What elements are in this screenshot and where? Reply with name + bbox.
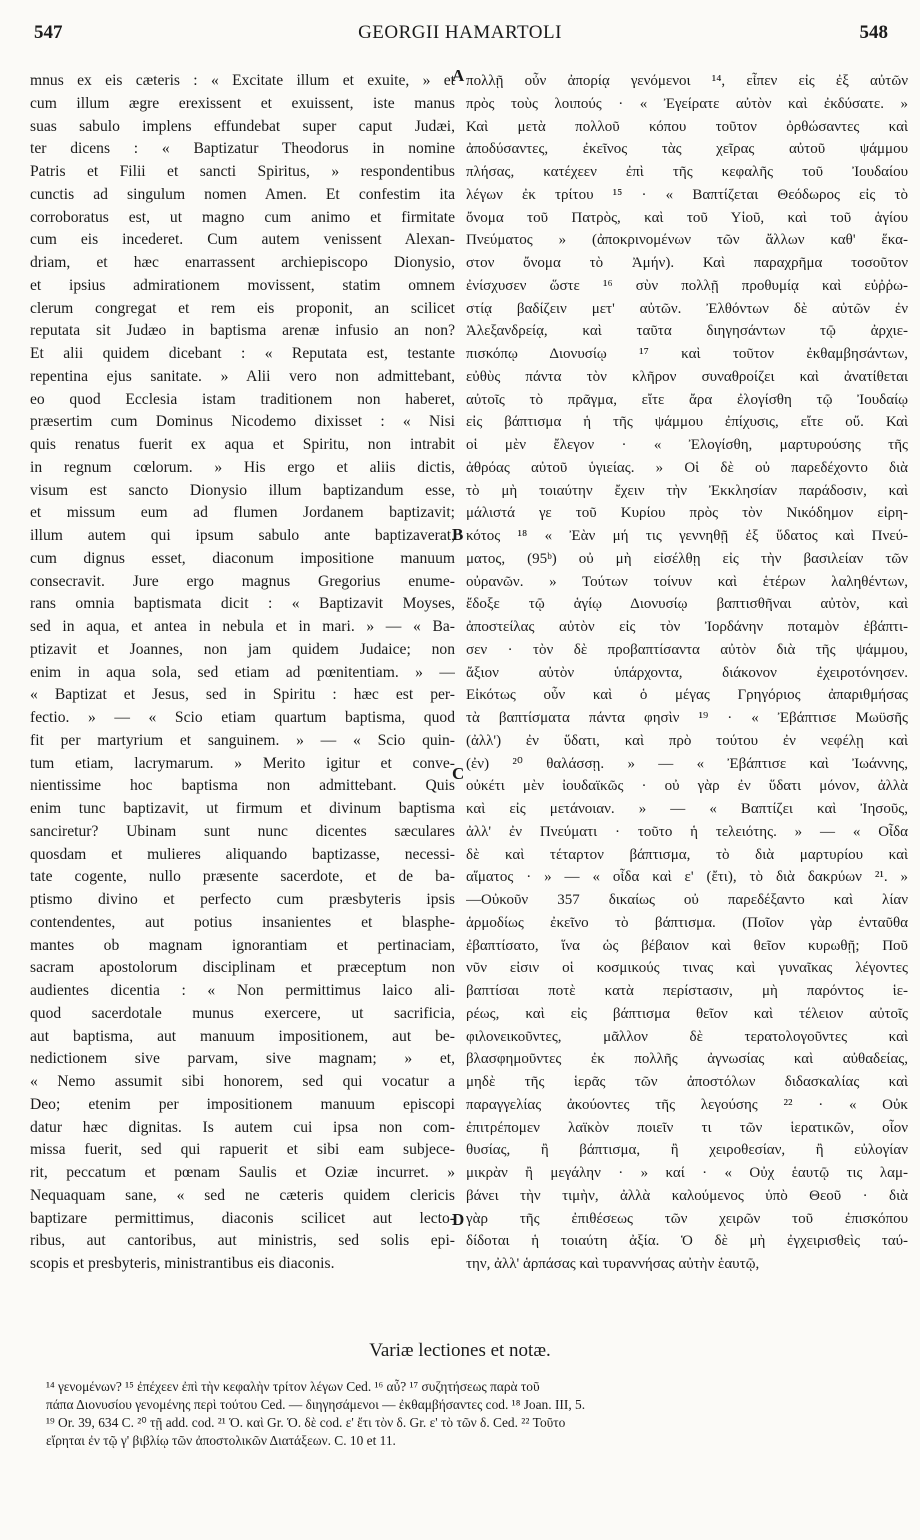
latin-text-line: fit per martyrium et sanguinem. » — « Scio quin- — [30, 731, 455, 749]
latin-text-line: quosdam et mulieres aliquando baptizasse, necessi- — [30, 845, 455, 863]
greek-text-line: ρέως, καὶ εἰς βάπτισμα θεῖον καὶ τέλειον αὐτοῖς — [466, 1005, 908, 1022]
latin-text-line: rit, peccatum et pœnam Saulis et Oziæ incurret. » — [30, 1164, 455, 1181]
greek-text-line: βάνει τὴν τιμὴν, ἀλλὰ καλούμενος ὑπὸ Θεοῦ · διὰ — [466, 1187, 908, 1204]
greek-text-line: πλήσας, κατέχεεν ἐπὶ τῆς κεφαλῆς τοῦ Ἰουδαίου — [466, 164, 908, 180]
greek-text-line: αὐτοῖς τὸ πρᾶγμα, εἴτε ἄρα ἐλογίσθη τῷ Ἰουδαίῳ — [466, 391, 908, 408]
latin-text-line: driam, et hæc enarrassent archiepiscopo Dionysio, — [30, 254, 455, 271]
greek-text-line: μικρὰν ἢ μεγάλην · » καί · « Οὐχ ἑαυτῷ τις λαμ- — [466, 1165, 908, 1181]
greek-text-line: Εἰκότως οὖν καὶ ὁ μέγας Γρηγόριος ἀπαριθμήσας — [466, 687, 908, 704]
footnote-line: ¹⁴ γενομένων? ¹⁵ ἐπέχεεν ἐπὶ τὴν κεφαλὴν τρίτον λέγων Ced. ¹⁶ αὖ? ¹⁷ συζητήσεως παρὰ τοῦ — [46, 1379, 540, 1394]
latin-text-line: in regnum cœlorum. » His ergo et aliis dictis, — [30, 458, 455, 476]
greek-text-line: παραγγελίας ἀκούοντες τῆς λεγούσης ²² · « Οὐκ — [466, 1096, 908, 1113]
latin-text-line: reputata sit Judæo in baptisma arenæ infusio an non? — [30, 322, 455, 340]
greek-text-line: βαπτίσαι ποτὲ κατὰ περίστασιν, μὴ παρόντος ἱε- — [466, 983, 908, 999]
footnote-line: ¹⁹ Or. 39, 634 C. ²⁰ τῇ add. cod. ²¹ Ὁ. καὶ Gr. Ὁ. δὲ cod. ε' ἔτι τὸν δ. Gr. ε' τὸ τῶν δ. Ced. ²² Τοῦτο — [46, 1415, 566, 1430]
page-header — [22, 22, 898, 62]
latin-text-line: sacram apostolorum disciplinam et præceptum non — [30, 959, 455, 977]
latin-text-line: mnus ex eis cæteris : « Excitate illum et exuite, » et — [30, 72, 455, 89]
latin-text-line: tate cogente, nullo præsente sacerdote, et de ba- — [30, 868, 455, 886]
latin-text-line: præsertim cum Dominus Nicodemo dixisset : « Nisi — [30, 413, 455, 431]
greek-text-line: τὸ μὴ τοιαύτην ἔχειν τὴν Ἐκκλησίαν παράδοσιν, καὶ — [466, 482, 908, 499]
greek-text-line: φιλονεικοῦντες, μᾶλλον δὲ τερατολογοῦντες καὶ — [466, 1028, 908, 1045]
greek-text-line: (ἀλλ') ἐν ὕδατι, καὶ πρὸ τούτου ἐν νεφέλῃ καὶ — [466, 732, 908, 749]
greek-text-line: ἄξιον αὐτὸν ὑπάρχοντα, διάκονον ἐχειροτόνησεν. — [466, 664, 908, 681]
greek-text-line: Ἀλεξανδρείᾳ, καὶ ταῦτα διηγησάντων τῷ ἀρχιε- — [466, 323, 908, 340]
greek-text-line: θυσίας, ἢ βάπτισμα, ἢ χειροθεσίαν, ἢ εὐλογίαν — [466, 1142, 908, 1159]
greek-text-line: οὐρανῶν. » Τούτων τοίνυν καὶ ἑτέρων λαληθέντων, — [466, 573, 908, 590]
latin-text-line: Nequaquam sane, « sed ne cæteris quidem clericis — [30, 1186, 455, 1204]
latin-text-line: enim in aqua sola, sed etiam ad pœnitentiam. » — — [30, 663, 455, 681]
greek-column — [466, 70, 908, 1310]
greek-text-line: ἐβαπτίσατο, ἵνα ὡς βέβαιον καὶ θεῖον κυρωθῇ; Ποῦ — [466, 937, 908, 954]
latin-text-line: sanciretur? Ubinam sunt nunc dicentes sæculares — [30, 822, 455, 840]
latin-text-line: repentina ejus sanitate. » Alii vero non admittebant, — [30, 367, 455, 385]
greek-text-line: την, ἀλλ' ἁρπάσας καὶ τυραννήσας αὐτὴν ἑαυτῷ, — [466, 1256, 760, 1272]
greek-text-line: στίᾳ βαδίζειν μετ' αὐτῶν. Ἐλθόντων δὲ αὐτῶν ἐν — [466, 300, 908, 317]
latin-text-line: missa fuerit, sed qui rapuerit et sibi eam subjece- — [30, 1141, 455, 1159]
latin-text-line: nedictionem sive parvam, sive magnam; » et, — [30, 1050, 455, 1068]
greek-text-line: σεν · τὸν δὲ προβαπτίσαντα αὐτὸν διὰ τῆς ψάμμου, — [466, 641, 908, 658]
greek-text-line: ἔδοξε τῷ ἁγίῳ Διονυσίῳ βαπτισθῆναι αὐτὸν, καὶ — [466, 596, 908, 613]
greek-text-line: λέγων ἐκ τρίτου ¹⁵ · « Βαπτίζεται Θεόδωρος εἰς τὸ — [466, 186, 908, 203]
latin-text-line: et missum eum ad flumen Jordanem baptizavit; — [30, 504, 455, 522]
latin-text-line: contendentes, aut potius insanientes et blasphe- — [30, 913, 455, 931]
greek-text-line: ματος, (95ᵇ) οὐ μὴ εἰσέλθῃ εἰς τὴν βασιλείαν τῶν — [466, 550, 908, 567]
latin-text-line: aut baptisma, aut manuum impositionem, aut be- — [30, 1027, 455, 1045]
greek-text-line: Πνεύματος » (ἀποκρινομένων τῶν ἄλλων καθ' ἕκα- — [466, 232, 908, 249]
latin-text-line: ptismo divino et perfecto cum præsbyteris ipsis — [30, 891, 455, 908]
margin-marker-d: D — [452, 1210, 465, 1229]
greek-text-line: στον ὄνομα τὸ Ἀμήν). Καὶ παραχρῆμα τοσοῦτον — [466, 255, 908, 271]
greek-text-line: κότος ¹⁸ « Ἐὰν μή τις γεννηθῇ ἐξ ὕδατος καὶ Πνεύ- — [466, 528, 908, 544]
latin-text-line: « Nemo assumit sibi honorem, sed qui vocatur a — [30, 1073, 455, 1090]
latin-text-line: illum autem qui ipsum sabulo ante baptizaverat, — [30, 527, 455, 544]
greek-text-line: καὶ εἰς μετάνοιαν. » — « Βαπτίζει καὶ Ἰησοῦς, — [466, 801, 908, 817]
greek-text-line: πολλῇ οὖν ἀπορίᾳ γενόμενοι ¹⁴, εἶπεν εἰς ἐξ αὐτῶν — [466, 73, 908, 89]
margin-marker-a: A — [452, 66, 465, 85]
greek-text-line: ἁρμοδίως ἐκεῖνο τὸ βάπτισμα. (Ποῖον γὰρ ἐνταῦθα — [466, 914, 908, 931]
greek-text-line: ἀθρόας αὐτοῦ ὑγιείας. » Οἱ δὲ οὐ παρεδέχοντο διὰ — [466, 459, 908, 476]
latin-text-line: audientes dicentia : « Non permittimus laico ali- — [30, 982, 455, 999]
greek-text-line: βλασφημοῦντες ἐκ πολλῆς ἀγνωσίας καὶ αὐθαδείας, — [466, 1051, 908, 1068]
margin-marker-b: B — [452, 525, 464, 544]
latin-text-line: Patris et Filii et sancti Spiritus, » respondentibus — [30, 163, 455, 180]
latin-text-line: rans omnia baptismata dicit : « Baptizavit Moyses, — [30, 595, 455, 613]
footnotes — [46, 1378, 890, 1450]
latin-text-line: quod sacerdotale munus exercere, ut sacrificia, — [30, 1004, 455, 1022]
greek-text-line: αἵματος · » — « οἶδα καὶ ε' (ἔτι), τὸ διὰ δακρύων ²¹. » — [466, 869, 908, 886]
greek-text-line: τὰ βαπτίσματα πάντα φησὶν ¹⁹ · « Ἐβάπτισε Μωϋσῆς — [466, 710, 908, 726]
latin-text-line: cunctis ad singulum nomen Amen. Et confestim ita — [30, 185, 455, 203]
greek-text-line: οὐκέτι μὲν ἰουδαϊκῶς · οὐ γὰρ ἐν ὕδατι μόνον, ἀλλὰ — [466, 778, 908, 795]
greek-text-line: (ἐν) ²⁰ θαλάσσῃ. » — « Ἐβάπτισε καὶ Ἰωάννης, — [466, 755, 908, 772]
latin-text-line: tum etiam, lacrymarum. » Merito igitur et conve- — [30, 754, 455, 772]
latin-text-line: scopis et presbyteris, ministrantibus eis diaconis. — [30, 1255, 335, 1272]
footnote-line: εἴρηται ἐν τῷ γ' βιβλίῳ τῶν ἀποστολικῶν Διατάξεων. C. 10 et 11. — [46, 1433, 396, 1448]
latin-text-line: mantes ob magnam ignorantiam et pertinaciam, — [30, 936, 455, 954]
latin-text-line: et ipsius admirationem movissent, statim omnem — [30, 276, 455, 294]
greek-text-line: εἰς βάπτισμα ἡ τῆς ψάμμου ἐπίχυσις, εἴτε οὔ. Καὶ — [466, 414, 908, 431]
running-title: GEORGII HAMARTOLI — [358, 22, 562, 43]
margin-marker-c: C — [452, 764, 465, 783]
greek-text-line: δίδοται ἡ τοιαύτη ἀξία. Ὁ δὲ μὴ ἐγχειρισθεὶς ταύ- — [466, 1233, 908, 1250]
page-number-left: 547 — [34, 22, 63, 43]
greek-text-line: ἀλλ' ἐν Πνεύματι · τοῦτο ἡ τελειότης. » — « Οἶδα — [466, 823, 908, 840]
greek-text-line: ἐνίσχυσεν ὥστε ¹⁶ σὺν πολλῇ προθυμίᾳ καὶ εὐῤῥω- — [466, 277, 908, 294]
latin-text-line: baptizare permittimus, diaconis scilicet aut lecto- — [30, 1209, 455, 1227]
greek-text-line: —Οὐκοῦν 357 δικαίως οὐ παρεδέξαντο καὶ λίαν — [466, 892, 908, 908]
latin-text-line: cum dignus esset, diaconum impositione manuum — [30, 549, 455, 567]
latin-text-line: clerum congregat et rem eis proponit, an scilicet — [30, 299, 455, 317]
greek-text-line: εὐθὺς πάντα τὸν κλῆρον συναθροίζει καὶ ἀνατίθεται — [466, 368, 908, 385]
latin-text-line: eo quod Ecclesia istam traditionem non haberet, — [30, 390, 455, 408]
latin-text-line: fectio. » — « Scio etiam quartum baptisma, quod — [30, 709, 455, 726]
latin-text-line: visum est sancto Dionysio illum baptizandum esse, — [30, 481, 455, 499]
greek-text-line: μάλιστά γε τοῦ Κυρίου πρὸς τὸν Νικόδημον εἰρη- — [466, 505, 908, 522]
greek-text-line: πισκόπῳ Διονυσίῳ ¹⁷ καὶ τοῦτον ἐκθαμβησάντων, — [466, 346, 908, 362]
latin-text-line: quis renatus fuerit ex aqua et Spiritu, non intrabit — [30, 436, 455, 453]
latin-text-line: cum illum ægre erexissent et exuissent, iste manus — [30, 94, 455, 112]
greek-text-line: ἀποστείλας αὐτὸν εἰς τὸν Ἰορδάνην ποταμὸν ἐβάπτι- — [466, 619, 908, 635]
latin-text-line: « Baptizat et Jesus, sed in Spiritu : hæc est per- — [30, 686, 455, 704]
latin-text-line: consecravit. Jure ergo magnus Gregorius enume- — [30, 572, 455, 590]
greek-text-line: μηδὲ τῆς ἱερᾶς τῶν ἀποστόλων διδασκαλίας καὶ — [466, 1074, 908, 1090]
greek-text-line: Καὶ μετὰ πολλοῦ κόπου τοῦτον ὀρθώσαντες καὶ — [466, 118, 908, 135]
latin-text-line: datur hæc dignitas. Is autem cui ipsa non com- — [30, 1118, 455, 1136]
latin-text-line: cum eis incederet. Cum autem venissent Alexan- — [30, 231, 455, 249]
greek-text-line: δὲ καὶ τέταρτον βάπτισμα, τὸ διὰ μαρτυρίου καὶ — [466, 846, 908, 863]
latin-text-line: sed in aqua, et antea in nebula et in mari. » — « Ba- — [30, 618, 455, 635]
latin-text-line: suas sabulo implens effundebat super caput Judæi, — [30, 117, 455, 135]
greek-text-line: ἐπιτρέπομεν λαϊκὸν ποιεῖν τι τῶν ἱερατικῶν, οἷον — [466, 1119, 908, 1136]
greek-text-line: ἀποδύσαντες, ἐκεῖνος τὰς χεῖρας αὐτοῦ ψάμμου — [466, 141, 908, 158]
page-number-right: 548 — [859, 22, 888, 43]
greek-text-line: γὰρ τῆς ἐπιθέσεως τῶν χειρῶν τοῦ ἐπισκόπου — [466, 1210, 908, 1227]
greek-text-line: πρὸς τοὺς λοιπούς · « Ἐγείρατε αὐτὸν καὶ ἐκδύσατε. » — [466, 95, 908, 112]
latin-text-line: corroboratus est, ut magno cum animo et firmitate — [30, 208, 455, 226]
greek-text-line: οἱ μὲν ἔλεγον · « Ἐλογίσθη, μαρτυρούσης τῆς — [466, 437, 908, 453]
footnote-line: πάπα Διονυσίου γενομένης περὶ τούτου Ced. — διηγησάμενοι — ἐκθαμβήσαντες cod. ¹⁸ Joan. III, 5. — [46, 1397, 586, 1412]
latin-column — [30, 70, 455, 1310]
latin-text-line: ter dicens : « Baptizatur Theodorus in nomine — [30, 140, 455, 158]
greek-text-line: νῦν εἰσιν οἱ κοσμικούς τινας καὶ γυναῖκας λέγοντες — [466, 960, 908, 977]
latin-text-line: Deo; etenim per impositionem manuum episcopi — [30, 1095, 455, 1113]
notes-heading: Variæ lectiones et notæ. — [369, 1340, 551, 1361]
latin-text-line: ribus, aut cantoribus, aut ministris, sed solis epi- — [30, 1232, 455, 1250]
greek-text-line: ὄνομα τοῦ Πατρὸς, καὶ τοῦ Υἱοῦ, καὶ τοῦ ἁγίου — [466, 209, 908, 226]
latin-text-line: Et alii quidem dicebant : « Reputata est, testante — [30, 345, 455, 362]
latin-text-line: nientissime hoc baptisma non admittebant. Quis — [30, 777, 455, 795]
latin-text-line: enim tunc baptizavit, ut firmum et divinum baptisma — [30, 800, 455, 817]
latin-text-line: ptizavit et Joannes, non jam quidem Judaice; non — [30, 640, 455, 658]
